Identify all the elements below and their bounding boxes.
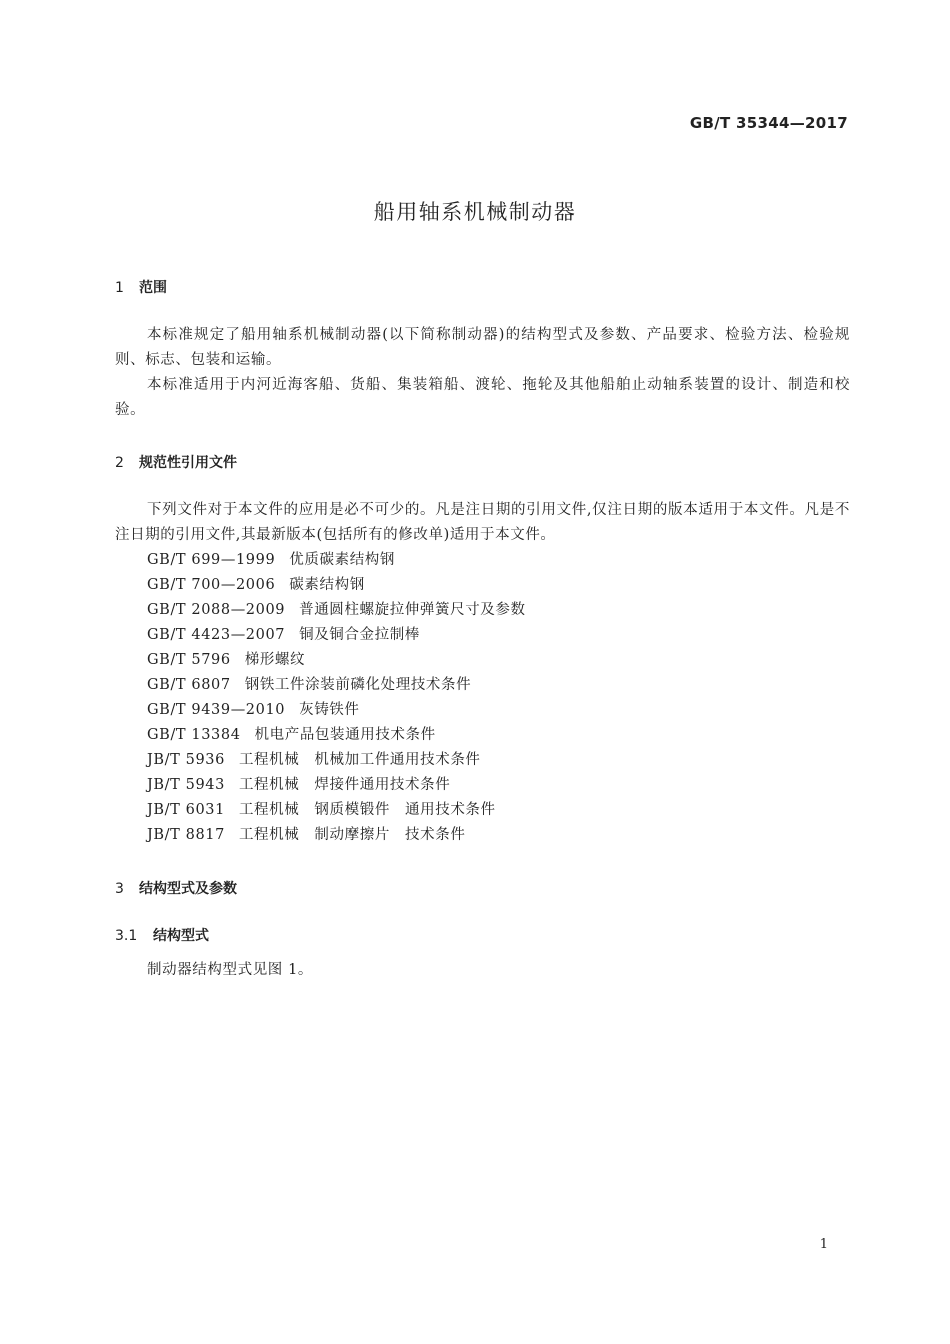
section-3-title: 结构型式及参数 [139, 881, 237, 897]
reference-title: 工程机械 制动摩擦片 技术条件 [238, 827, 466, 843]
reference-code: GB/T 4423—2007 [147, 627, 286, 643]
section-1-title: 范围 [139, 280, 167, 296]
section-2-number: 2 [115, 455, 124, 471]
reference-list [147, 548, 526, 848]
reference-item [147, 573, 526, 598]
document-title: 船用轴系机械制动器 [373, 200, 577, 224]
reference-item [147, 598, 526, 623]
reference-code: GB/T 6807 [147, 677, 231, 693]
reference-item [147, 698, 526, 723]
reference-item [147, 748, 526, 773]
reference-item [147, 723, 526, 748]
section-3-1-title: 结构型式 [153, 928, 209, 944]
reference-title: 优质碳素结构钢 [289, 552, 395, 568]
section-2-title: 规范性引用文件 [139, 455, 237, 471]
section-1-paragraph-2: 本标准适用于内河近海客船、货船、集装箱船、渡轮、拖轮及其他船舶止动轴系装置的设计、制造和校验。 [115, 377, 850, 418]
reference-title: 工程机械 机械加工件通用技术条件 [238, 752, 481, 768]
reference-title: 灰铸铁件 [299, 702, 360, 718]
reference-code: JB/T 5936 [147, 752, 225, 768]
reference-code: JB/T 8817 [147, 827, 225, 843]
section-1-paragraph-1: 本标准规定了船用轴系机械制动器(以下简称制动器)的结构型式及参数、产品要求、检验方法、检验规则、标志、包装和运输。 [115, 327, 850, 368]
reference-code: GB/T 13384 [147, 727, 241, 743]
reference-code: GB/T 2088—2009 [147, 602, 286, 618]
reference-title: 钢铁工件涂装前磷化处理技术条件 [244, 677, 472, 693]
section-2-intro: 下列文件对于本文件的应用是必不可少的。凡是注日期的引用文件,仅注日期的版本适用于本文件。凡是不注日期的引用文件,其最新版本(包括所有的修改单)适用于本文件。 [115, 502, 850, 543]
standard-code: GB/T 35344—2017 [689, 114, 848, 132]
reference-item [147, 673, 526, 698]
reference-code: JB/T 6031 [147, 802, 225, 818]
reference-item [147, 798, 526, 823]
reference-code: GB/T 5796 [147, 652, 231, 668]
reference-code: GB/T 699—1999 [147, 552, 276, 568]
reference-title: 梯形螺纹 [244, 652, 306, 668]
page-number: 1 [819, 1237, 828, 1252]
reference-item [147, 623, 526, 648]
section-3-1-text: 制动器结构型式见图 1。 [147, 962, 314, 978]
reference-title: 铜及铜合金拉制棒 [299, 627, 420, 643]
reference-title: 碳素结构钢 [289, 577, 365, 593]
section-1-heading [115, 277, 167, 297]
section-1-number: 1 [115, 280, 124, 296]
reference-title: 普通圆柱螺旋拉伸弹簧尺寸及参数 [299, 602, 526, 618]
reference-item [147, 773, 526, 798]
section-3-heading [115, 878, 237, 898]
reference-title: 机电产品包装通用技术条件 [254, 727, 436, 743]
reference-item [147, 823, 526, 848]
reference-item [147, 548, 526, 573]
reference-item [147, 648, 526, 673]
section-3-number: 3 [115, 881, 124, 897]
reference-code: GB/T 700—2006 [147, 577, 276, 593]
section-3-1-heading [115, 925, 209, 945]
section-3-1-number: 3.1 [115, 928, 138, 944]
reference-code: JB/T 5943 [147, 777, 225, 793]
reference-title: 工程机械 焊接件通用技术条件 [238, 777, 451, 793]
reference-title: 工程机械 钢质模锻件 通用技术条件 [238, 802, 496, 818]
section-2-heading [115, 452, 237, 472]
reference-code: GB/T 9439—2010 [147, 702, 286, 718]
